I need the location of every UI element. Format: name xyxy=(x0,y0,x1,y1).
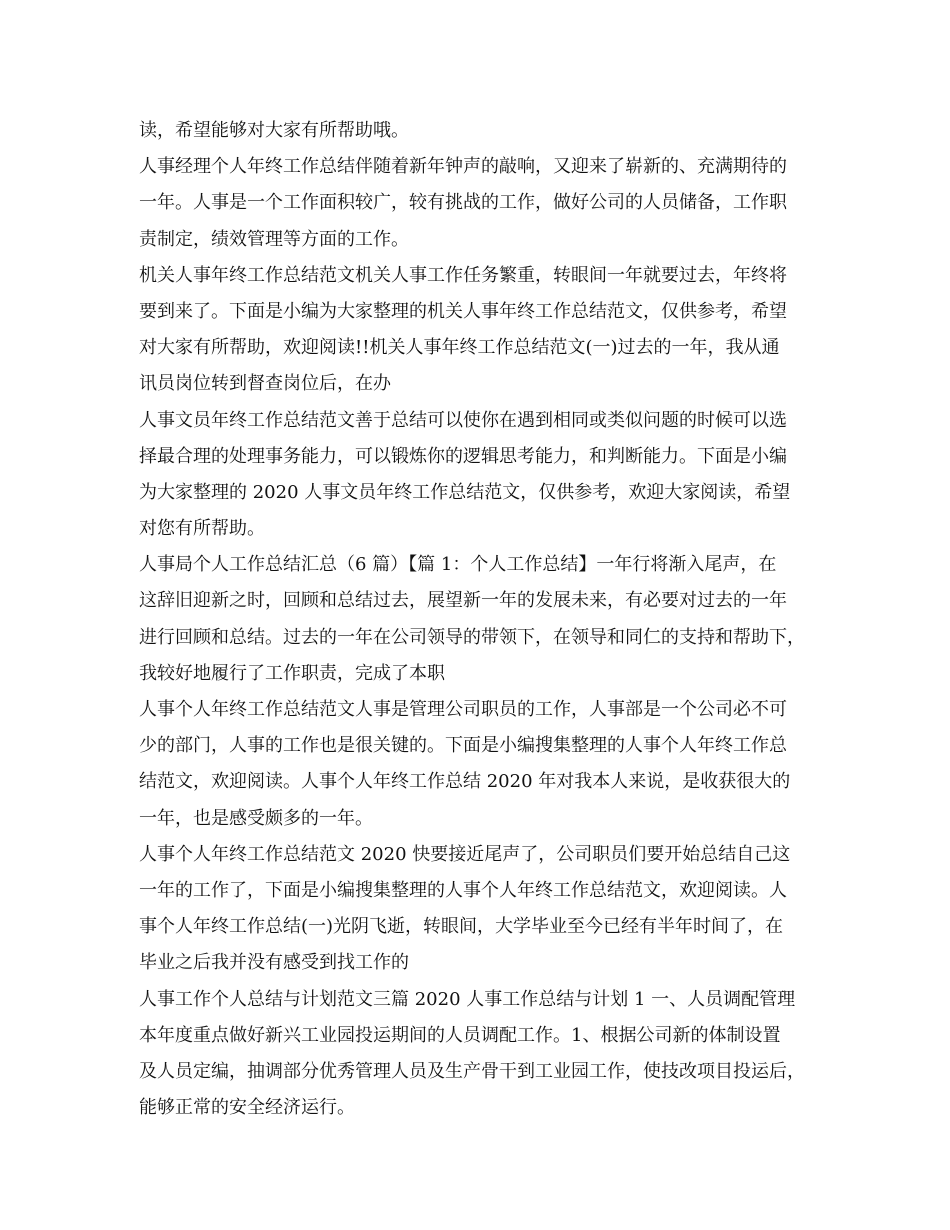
text-line: 人事局个人工作总结汇总（6 篇）【篇 1：个人工作总结】一年行将渐入尾声，在 xyxy=(139,554,777,576)
text-line: 一年，也是感受颇多的一年。 xyxy=(139,807,373,829)
text-line: 毕业之后我并没有感受到找工作的 xyxy=(139,952,409,974)
text-line: 人事工作个人总结与计划范文三篇 2020 人事工作总结与计划 1 一、人员调配管理 xyxy=(139,988,796,1010)
text-line: 进行回顾和总结。过去的一年在公司领导的带领下，在领导和同仁的支持和帮助下， xyxy=(139,626,805,648)
text-line: 一年。人事是一个工作面积较广，较有挑战的工作，做好公司的人员储备，工作职 xyxy=(139,192,787,214)
text-line: 这辞旧迎新之时，回顾和总结过去，展望新一年的发展未来，有必要对过去的一年 xyxy=(139,590,787,612)
text-line: 人事个人年终工作总结范文人事是管理公司职员的工作，人事部是一个公司必不可 xyxy=(139,699,787,720)
text-line: 为大家整理的 2020 人事文员年终工作总结范文，仅供参考，欢迎大家阅读，希望 xyxy=(139,481,791,503)
text-line: 人事经理个人年终工作总结伴随着新年钟声的敲响，又迎来了崭新的、充满期待的 xyxy=(139,156,787,178)
text-line: 事个人年终工作总结(一)光阴飞逝，转眼间，大学毕业至今已经有半年时间了，在 xyxy=(139,916,784,938)
text-line: 结范文，欢迎阅读。人事个人年终工作总结 2020 年对我本人来说，是收获很大的 xyxy=(139,771,791,793)
text-line: 一年的工作了，下面是小编搜集整理的人事个人年终工作总结范文，欢迎阅读。人 xyxy=(139,879,787,901)
text-line: 对大家有所帮助，欢迎阅读!!机关人事年终工作总结范文(一)过去的一年，我从通 xyxy=(139,337,780,359)
text-line: 能够正常的安全经济运行。 xyxy=(139,1097,355,1119)
text-line: 本年度重点做好新兴工业园投运期间的人员调配工作。1、根据公司新的体制设置 xyxy=(139,1024,781,1046)
text-line: 讯员岗位转到督查岗位后，在办 xyxy=(139,373,391,395)
text-line: 少的部门，人事的工作也是很关键的。下面是小编搜集整理的人事个人年终工作总 xyxy=(139,735,787,757)
text-line: 我较好地履行了工作职责，完成了本职 xyxy=(139,662,445,684)
text-line: 责制定，绩效管理等方面的工作。 xyxy=(139,228,409,250)
text-line: 择最合理的处理事务能力，可以锻炼你的逻辑思考能力，和判断能力。下面是小编 xyxy=(139,445,787,467)
document-body xyxy=(139,113,815,1126)
text-line: 机关人事年终工作总结范文机关人事工作任务繁重，转眼间一年就要过去，年终将 xyxy=(139,264,787,286)
text-line: 对您有所帮助。 xyxy=(139,518,265,540)
text-line: 人事文员年终工作总结范文善于总结可以使你在遇到相同或类似问题的时候可以选 xyxy=(139,409,787,431)
text-line: 人事个人年终工作总结范文 2020 快要接近尾声了，公司职员们要开始总结自己这 xyxy=(139,843,791,865)
text-line: 及人员定编，抽调部分优秀管理人员及生产骨干到工业园工作，使技改项目投运后， xyxy=(139,1060,805,1082)
text-line: 读，希望能够对大家有所帮助哦。 xyxy=(139,120,409,141)
text-line: 要到来了。下面是小编为大家整理的机关人事年终工作总结范文，仅供参考，希望 xyxy=(139,300,787,322)
